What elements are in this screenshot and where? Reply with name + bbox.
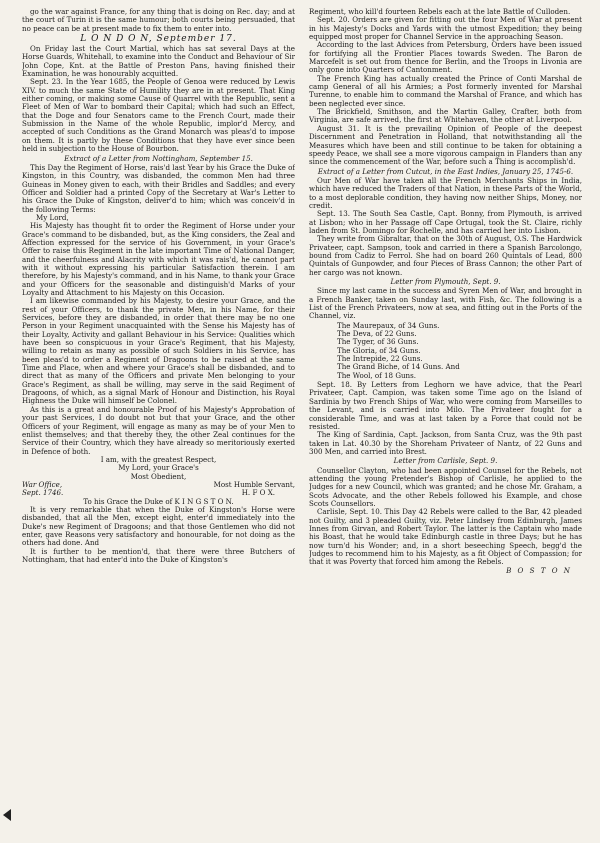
gibraltar-paragraph: They write from Gibraltar, that on the 30th of August, O.S. The Hardwick Privateer, capt. Sampson, took and carried in there a Spanish Barcolongo, bound from Cadiz to Ferrol. She had on board 260 Quintals of Lead, 800 Quintals of Gunpowder, and four Pieces of Brass Cannon; the other Part of her cargo was not known. [309,234,582,277]
genoa-paragraph: Sept. 23. In the Year 1685, the People of Genoa were reduced by Lewis XIV. to much the same State of Humility they are in at present. That King either coming, or making some Cause of Quarrel with the Republic, sent a Fleet of Men of War to bombard their Capital; which had such an Effect, that the Doge and four Senators came to the French Court, made their Submission in the Name of the whole Republic, implor'd Mercy, and accepted of such Conditions as the Grand Monarch was pleas'd to impose on them. It is partly by these Conditions that they have ever since been held in subjection to the House of Bourbon. [22,77,295,154]
culloden-paragraph: Regiment, who kill'd fourteen Rebels each at the late Battle of Culloden. [309,8,571,16]
signature-line-2: My Lord, your Grace's [118,463,199,473]
war-office-label: War Office, [22,479,63,489]
petersburg-paragraph: According to the last Advices from Petersburg, Orders have been issued for fortifying all the Frontier Places towards Sweden. The Baron de Marcefelt is set out from thence for Berlin, and the Troops in Livonia are only gone into Quarters of Cantonment. [309,40,582,75]
signer-name: H. F O X. [241,488,275,498]
list-item: The Intrepide, 22 Guns. [337,354,423,364]
letter-body-2: I am likewise commanded by his Majesty, to desire your Grace, and the rest of your Officers, to thank the private Men, in his Name, for their Services, before they are disbanded, in order that there may be no one Person in your Regiment unacquainted with the Sense his Majesty has of their Loyalty, Activity and gallant Behaviour in his Service: Qualities which have been so conspicuous in your Grace's Regiment, that his Majesty, willing to retain as many as possible of such Soldiers in his Service, has been pleas'd to order a Regiment of Dragoons to be raised at the same Time and Place, when and where your Grace's shall be disbanded, and to direct that as many of the Officers and private Men belonging to your Grace's Regiment, as shall be willing, may serve in the said Regiment of Dragoons, of which, as a signal Mark of Honour and Distinction, his Royal Highness the Duke will himself be Colonel. [22,296,295,406]
letter-addressee: To his Grace the Duke of K I N G S T O N. [83,496,234,506]
east-indies-extract-heading: Extract of a Letter from Cutcut, in the East Indies, January 25, 1745-6. [317,166,574,176]
signature-line-4: Most Humble Servant, [213,479,295,489]
virginia-ships-paragraph: The Brickfield, Smithson, and the Martin Galley, Crafter, both from Virginia, are safe arrived, the first at Whitehaven, the other at Liverpool. [309,107,582,125]
leghorn-paragraph: Sept. 18. By Letters from Leghorn we have advice, that the Pearl Privateer, Capt. Campion, was taken some Time ago on the Island of Sardinia by two French Ships of War, who were coming from Marseilles to the Levant, and is carried into Milo. The Privateer fought for a considerable Time, and was at last taken by a Force that could not be resisted. [309,380,582,431]
list-item: The Grand Biche, of 14 Guns. And [337,362,460,372]
list-item: The Wool, of 18 Guns. [337,370,417,380]
privateer-list [337,322,582,380]
catchword: B O S T O N [506,565,572,575]
prince-conti-paragraph: The French King has actually created the Prince of Conti Marshal de camp General of all his Armies; a Post formerly invented for Marshal Turenne, to enable him to command the Marshal of France, and which has been neglected ever since. [309,73,582,108]
letter-body-3: As this is a great and honourable Proof of his Majesty's Approbation of your past Services, I do doubt not but that your Grace, and the other Officers of your Regiment, will engage as many as may be of your Men to enlist themselves; and that thereby they, the other Zeal continues for the Service of their Country, which they have already so meritoriously exerted in Defence of both. [22,404,295,456]
carlisle-trial-paragraph: Carlisle, Sept. 10. This Day 42 Rebels were called to the Bar, 42 pleaded not Guilty, and 3 pleaded Guilty, viz. Peter Lindsey from Edinburgh, James Innes from Girvan, and Robert Taylor. The latter is the Captain who made his Boast, that he would take Edinburgh castle in three Days; but he has now turn'd his Wonder; and, in a short beseeching Speech, begg'd the Judges to recommend him to his Majesty, as a fit Object of Compassion; for that it was Poverty that forced him among the Rebels. [309,507,582,567]
carlisle-letter-heading: Letter from Carlisle, Sept. 9. [393,456,498,466]
list-item: The Tyger, of 36 Guns. [337,337,419,347]
dateline-date: September 17. [156,34,237,45]
left-column [22,8,295,833]
men-of-war-paragraph: Sept. 20. Orders are given for fitting out the four Men of War at present in his Majesty's Docks and Yards with the utmost Expedition; they being equipped most proper for Channel Service in the approaching Season. [309,15,582,42]
dateline-city: L O N D O N, [80,34,153,45]
list-item: The Maurepaux, of 34 Guns. [337,320,440,330]
kingston-horse-paragraph: It is very remarkable that when the Duke of Kingston's Horse were disbanded, that all the Men, except eight, enter'd immediately into the Duke's new Regiment of Dragoons; and that those Gentlemen who did not enter, gave Reasons very satisfactory and honourable, for not doing as the others had done. And [22,504,295,548]
list-item: The Gloria, of 34 Guns. [337,345,421,355]
war-office-date: Sept. 1746. [22,488,64,498]
page-edge-marker [3,809,11,821]
opening-paragraph: go the war against France, for any thing that is doing on Rec. day; and at the court of Turin it is the same humour; both courts being persuaded, that no peace can be at present made to fix them to enter into. [22,8,295,33]
holland-opinion-paragraph: August 31. It is the prevailing Opinion of People of the deepest Discernment and Penetration in Holland, that notwithstanding all the Measures which have been and still continue to be taken for obtaining a speedy Peace, we shall see a more vigorous campaign in Flanders than any since the commencement of the War, before such a Thing is accomplish'd. [309,123,582,167]
dateline-london [22,34,295,44]
sardinia-paragraph: The King of Sardinia, Capt. Jackson, from Santa Cruz, was the 9th past taken in Lat. 40.30 by the Shoreham Privateer of Nantz, of 22 Guns and 300 Men, and carried into Brest. [309,430,582,456]
signature-line-1: I am, with the greatest Respect, [100,454,217,464]
india-ships-paragraph: Our Men of War have taken all the French Merchants Ships in India, which have reduced the Traders of that Nation, in these Parts of the World, to a most deplorable condition, they having now neither Ships, Money, nor credit. [309,175,582,210]
signature-line-3: Most Obedient, [130,471,187,481]
letter-salutation: My Lord, [36,212,69,222]
letter-body-1: His Majesty has thought fit to order the Regiment of Horse under your Grace's command to be disbanded, but, as the King considers, the Zeal and Affection expressed for the service of his Government, in your Grace's Offer to raise this Regiment in the late important Time of National Danger, and the cheerfulness and Alacrity with which it was rais'd, he cannot part with it without expressing his particular Satisfaction therein. I am therefore, by his Majesty's command, and in his Name, to thank your Grace and your Officers for the seasonable and distinguish'd Marks of your Loyalty and Attachment to his Majesty on this Occasion. [22,221,295,297]
carlisle-counsel-paragraph: Counsellor Clayton, who had been appointed Counsel for the Rebels, not attending the young Pretender's Bishop of Carlisle, he applied to the Judges for a new Council, which was granted; and he chose Mr. Graham, a Scots Advocate, and the other Rebels followed his Example, and chose Scots Counsellors. [309,465,582,508]
butchers-paragraph: It is further to be mention'd, that there were three Butchers of Nottingham, that had enter'd into the Duke of Kingston's [22,546,295,564]
right-column [309,8,582,833]
list-item: The Deva, of 22 Guns. [337,329,417,339]
lisbon-paragraph: Sept. 13. The South Sea Castle, Capt. Bonny, from Plymouth, is arrived at Lisbon; who in her Passage off Cape Ortugal, took the St. Claire, richly laden from St. Domingo for Rochelle, and has carried her into Lisbon. [309,209,582,235]
nottingham-extract-heading: Extract of a Letter from Nottingham, September 15. [64,153,253,163]
regiment-disbanded-paragraph: This Day the Regiment of Horse, rais'd last Year by his Grace the Duke of Kingston, in this Country, was disbanded, the common Men had three Guineas in Money given to each, with their Bridles and Saddles; and every Officer and Soldier had a printed Copy of the Secretary at War's Letter to his Grace the Duke of Kingston, deliver'd to him; which was conceiv'd in the following Terms: [22,162,295,214]
court-martial-paragraph: On Friday last the Court Martial, which has sat several Days at the Horse Guards, Whitehall, to examine into the Conduct and Behaviour of Sir John Cope, Knt. at the Battle of Preston Pans, having finished their Examination, he was honourably acquitted. [22,44,295,79]
plymouth-letter-heading: Letter from Plymouth, Sept. 9. [390,277,501,286]
plymouth-letter-body: Since my last came in the success and Syren Men of War, and brought in a French Banker, taken on Sunday last, with Fish, &c. The following is a List of the French Privateers, now at sea, and fitting out in the Ports of the Channel, viz. [309,286,582,321]
